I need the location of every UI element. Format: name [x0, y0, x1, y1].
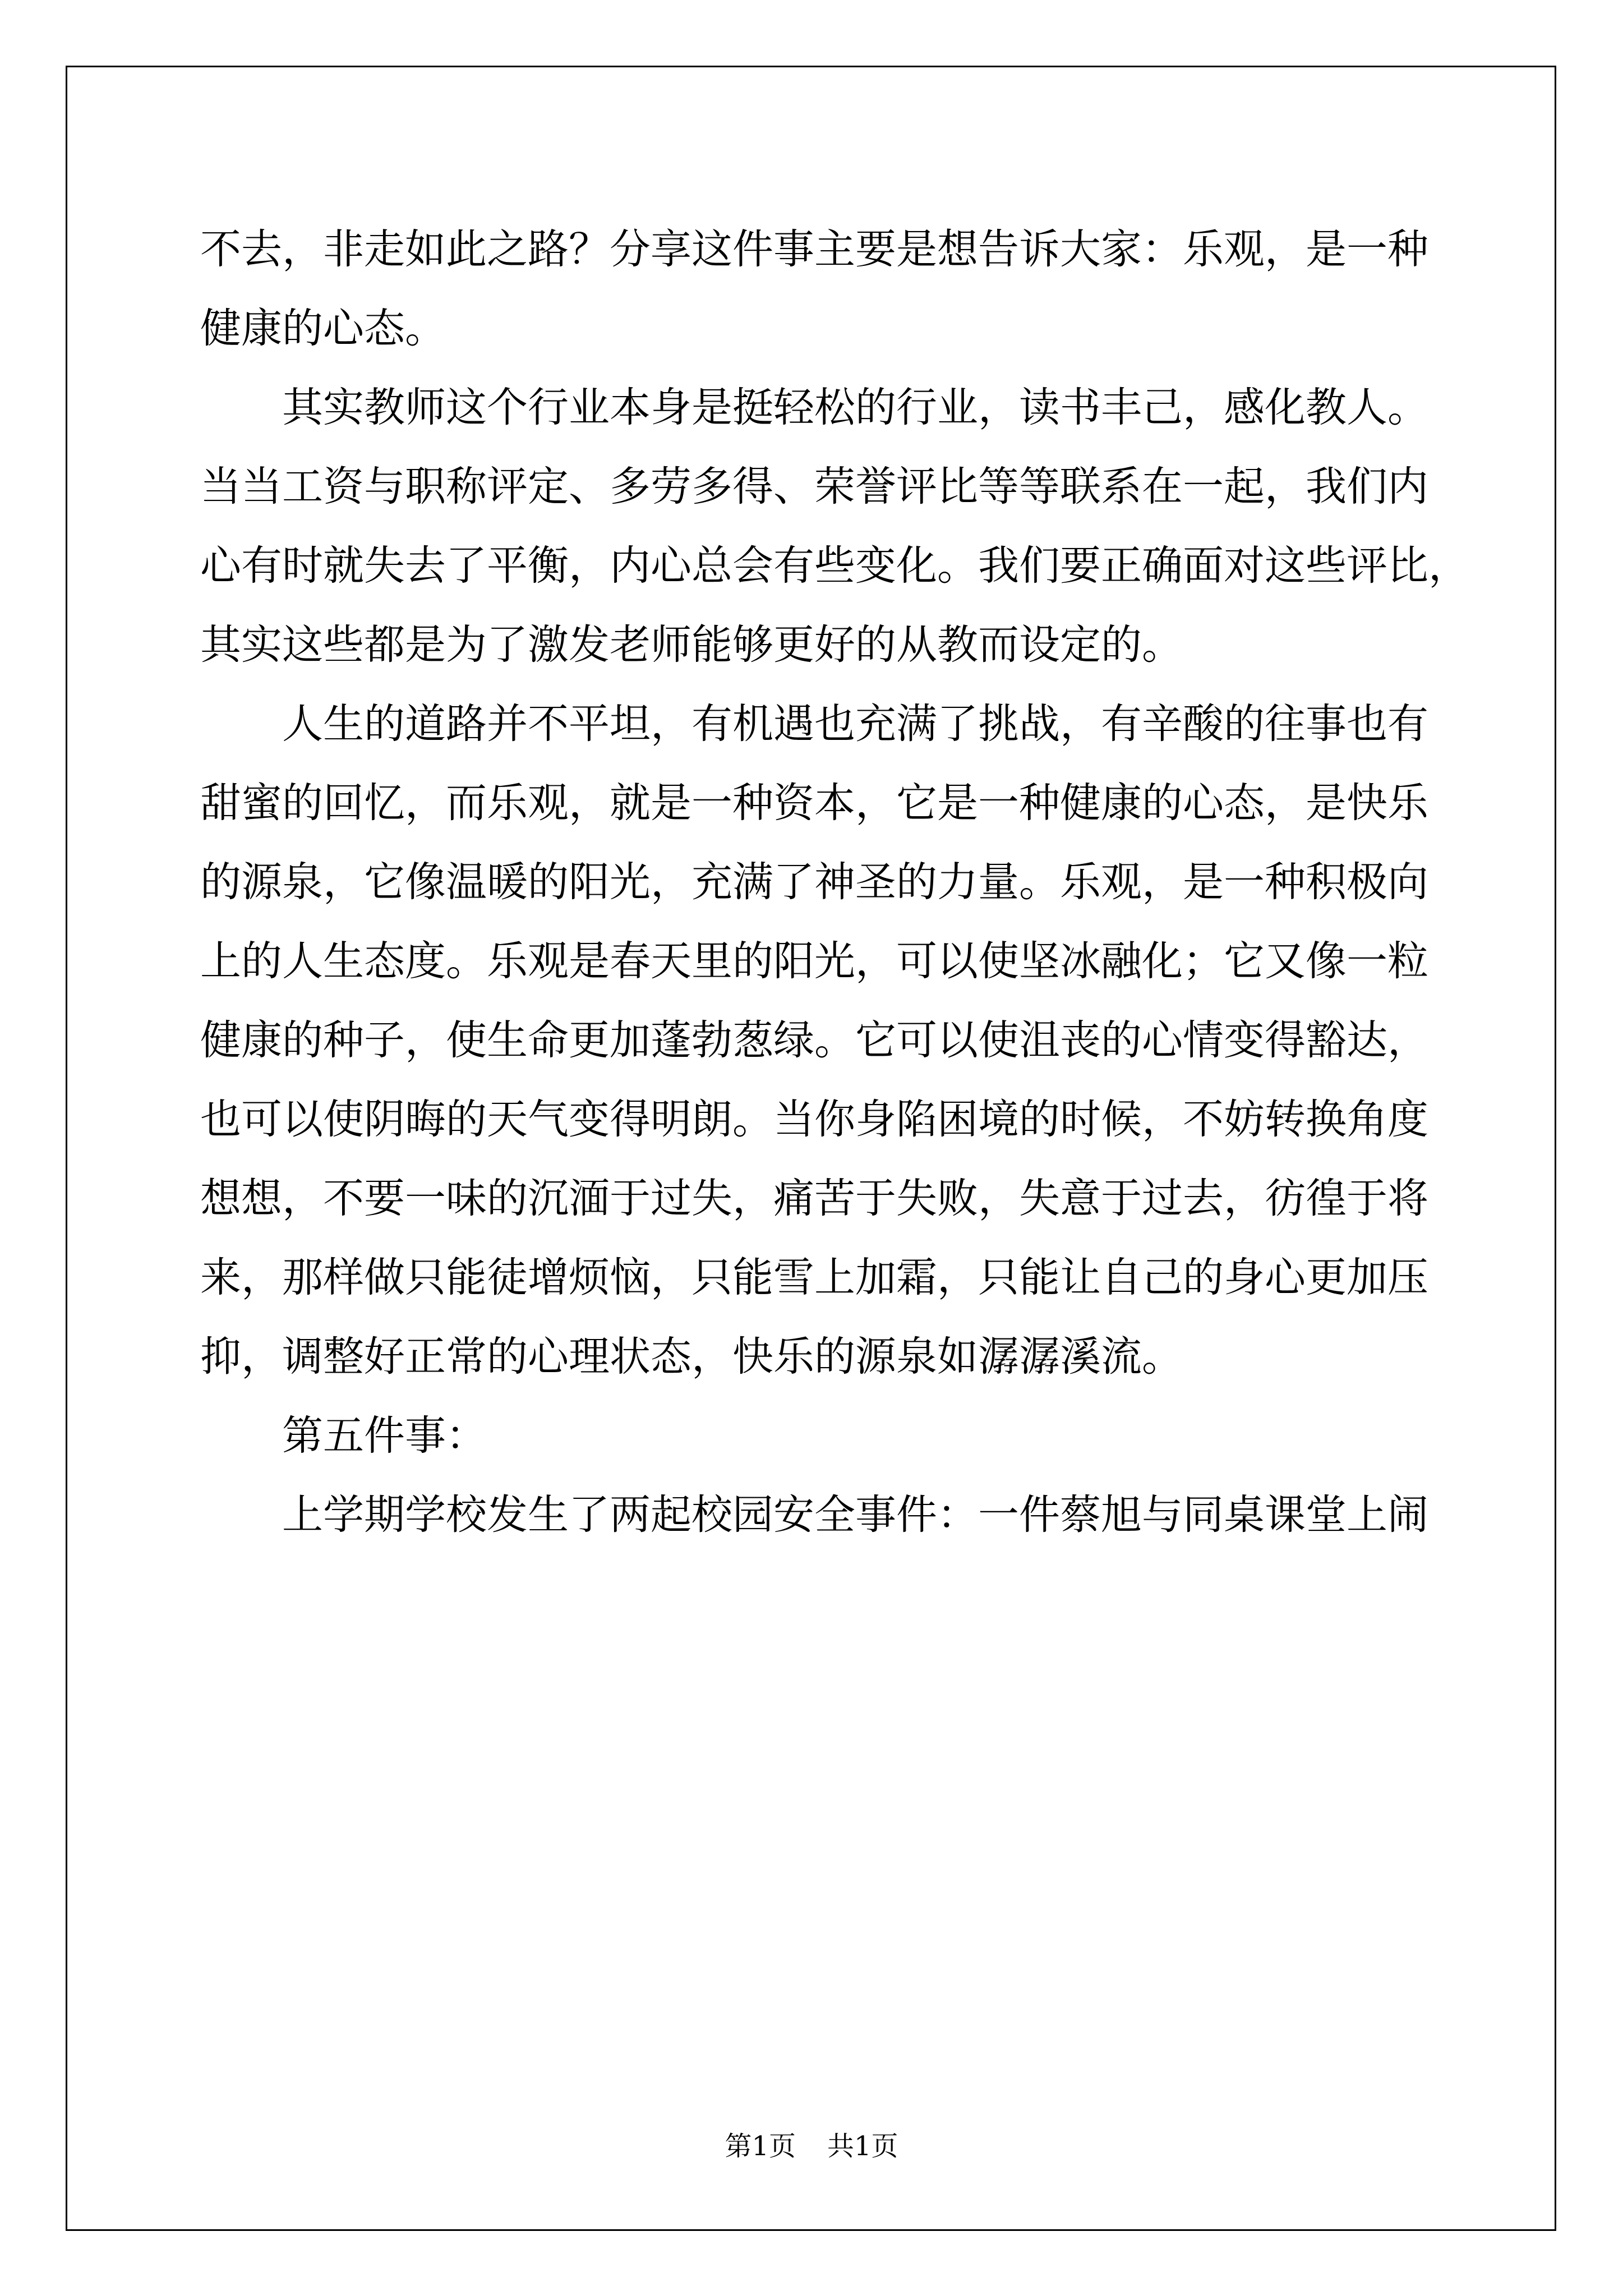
page-number: 第1页: [725, 2131, 796, 2162]
page-footer: [0, 2129, 1623, 2163]
text-line-15: 抑，调整好正常的心理状态，快乐的源泉如潺潺溪流。: [200, 1333, 1183, 1381]
text-line-9: 的源泉，它像温暖的阳光，充满了神圣的力量。乐观，是一种积极向: [200, 858, 1428, 906]
text-line-10: 上的人生态度。乐观是春天里的阳光，可以使坚冰融化；它又像一粒: [200, 937, 1428, 985]
text-line-17: 上学期学校发生了两起校园安全事件：一件蔡旭与同桌课堂上闹: [282, 1491, 1428, 1539]
text-line-3: 其实教师这个行业本身是挺轻松的行业，读书丰己，感化教人。: [282, 384, 1428, 431]
text-line-1: 不去，非走如此之路？分享这件事主要是想告诉大家：乐观，是一种: [200, 226, 1428, 273]
text-line-12: 也可以使阴晦的天气变得明朗。当你身陷困境的时候，不妨转换角度: [200, 1096, 1428, 1143]
page-total: 共1页: [827, 2131, 898, 2162]
text-line-2: 健康的心态。: [200, 305, 446, 352]
text-line-7: 人生的道路并不平坦，有机遇也充满了挑战，有辛酸的往事也有: [282, 700, 1428, 748]
text-line-8: 甜蜜的回忆，而乐观，就是一种资本，它是一种健康的心态，是快乐: [200, 779, 1428, 827]
text-line-13: 想想，不要一味的沉湎于过失，痛苦于失败，失意于过去，彷徨于将: [200, 1175, 1428, 1222]
text-line-5: 心有时就失去了平衡，内心总会有些变化。我们要正确面对这些评比，: [200, 542, 1469, 590]
text-line-4: 当当工资与职称评定、多劳多得、荣誉评比等等联系在一起，我们内: [200, 463, 1428, 510]
text-line-14: 来，那样做只能徒增烦恼，只能雪上加霜，只能让自己的身心更加压: [200, 1254, 1428, 1301]
document-body: [200, 210, 1469, 1554]
text-line-6: 其实这些都是为了激发老师能够更好的从教而设定的。: [200, 621, 1183, 669]
text-line-11: 健康的种子，使生命更加蓬勃葱绿。它可以使沮丧的心情变得豁达，: [200, 1016, 1428, 1064]
section-heading: 第五件事：: [282, 1412, 487, 1460]
